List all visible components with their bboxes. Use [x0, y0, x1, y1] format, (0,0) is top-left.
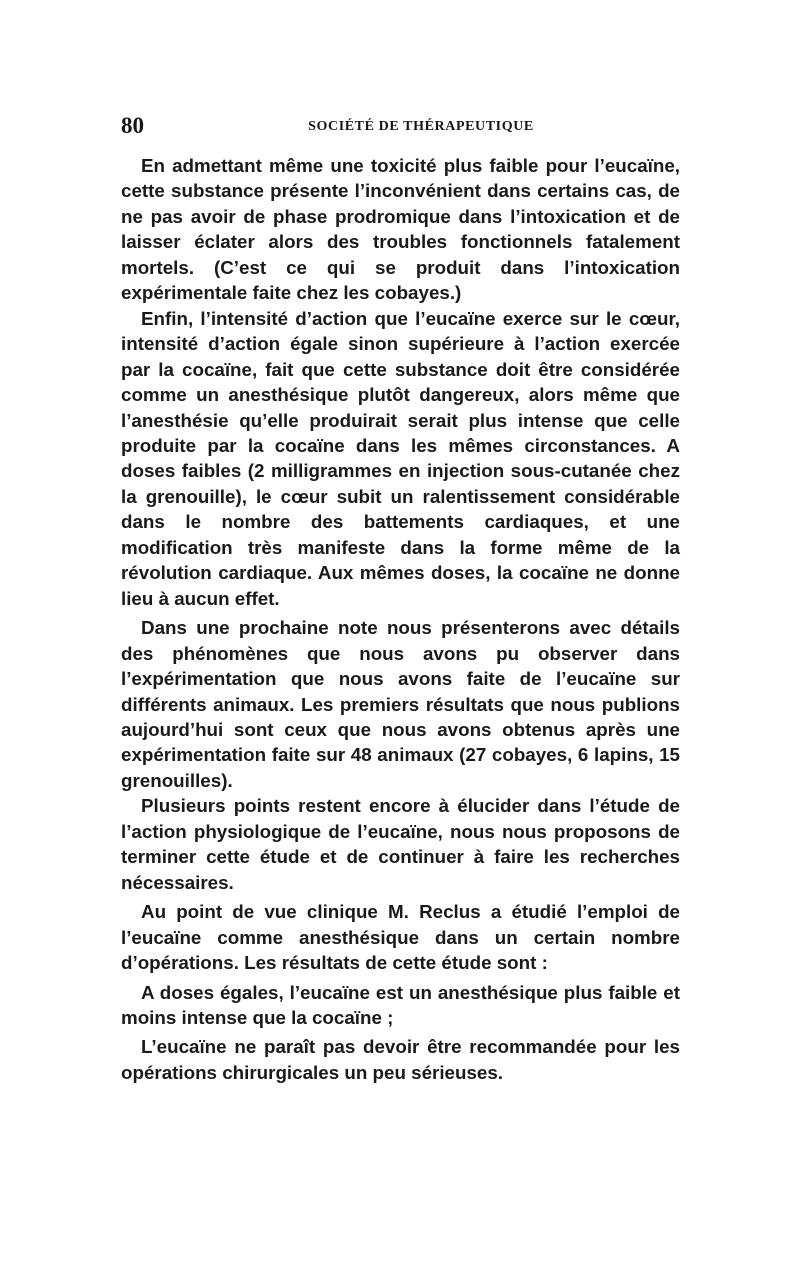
paragraph-remaining-points: Plusieurs points restent encore à élucider dans l’étude de l’action physiologique de l’eucaïne, nous nous proposons de terminer cette étude et de continuer à faire les recherches nécessaires. [121, 795, 680, 893]
paragraph-heart-action: Enfin, l’intensité d’action que l’eucaïne exerce sur le cœur, intensité d’action égale sinon supérieure à l’action exercée par la cocaïne, fait que cette substance doit être considérée comme un anesthésique plutôt dangereux, alors même que l’anesthésie qu’elle produirait serait plus intense que celle produite par la cocaïne dans les mêmes circonstances. A doses faibles (2 milligrammes en injection sous-cutanée chez la grenouille), le cœur subit un ralentissement considérable dans le nombre des battements cardiaques, et une modification très manifeste dans la forme même de la révolution cardiaque. Aux mêmes doses, la cocaïne ne donne lieu à aucun effet. [121, 307, 680, 609]
running-title: SOCIÉTÉ DE THÉRAPEUTIQUE [308, 119, 534, 134]
paragraph-next-note: Dans une prochaine note nous présenterons avec détails des phénomènes que nous avons pu observer dans l’expérimentation que nous avons faite de l’eucaïne sur différents animaux. Les premiers résultats que nous publions aujourd’hui sont ceux que nous avons obtenus après une expérimentation faite sur 48 animaux (27 cobayes, 6 lapins, 15 grenouilles). [121, 617, 680, 791]
paragraph-toxicity: En admettant même une toxicité plus faible pour l’eucaïne, cette substance présente l’inconvénient dans certains cas, de ne pas avoir de phase prodromique dans l’intoxication et de laisser éclater alors des troubles fonctionnels fatalement mortels. (C’est ce qui se produit dans l’intoxication expérimentale faite chez les cobayes.) [121, 155, 680, 304]
body-text [121, 153, 680, 1085]
paragraph-clinical-view: Au point de vue clinique M. Reclus a étudié l’emploi de l’eucaïne comme anesthésique dans un certain nombre d’opérations. Les résultats de cette étude sont : [121, 901, 680, 974]
paragraph-equal-doses: A doses égales, l’eucaïne est un anesthésique plus faible et moins intense que la cocaïne ; [121, 981, 680, 1028]
page-header [121, 112, 681, 144]
page-number: 80 [121, 113, 144, 138]
paragraph-not-recommended: L’eucaïne ne paraît pas devoir être recommandée pour les opérations chirurgicales un peu sérieuses. [121, 1036, 680, 1083]
